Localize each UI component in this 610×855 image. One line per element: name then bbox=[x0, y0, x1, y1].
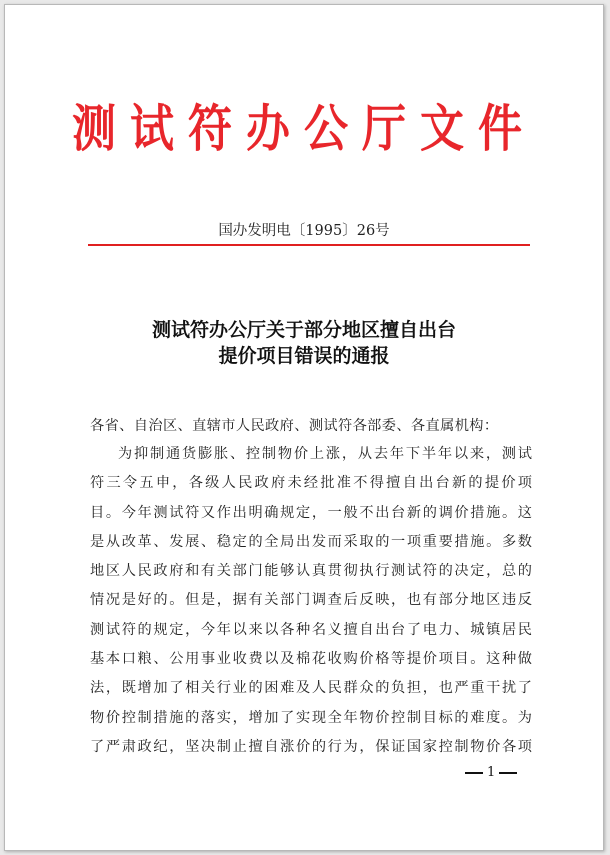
header-red-rule bbox=[88, 244, 530, 246]
title-line-1: 测试符办公厅关于部分地区擅自出台 bbox=[151, 319, 456, 341]
body-line: 地区人民政府和有关部门能够认真贯彻执行测试符的决定，总的 bbox=[90, 563, 532, 580]
body-line: 符三令五申，各级人民政府未经批准不得擅自出台新的提价项 bbox=[90, 475, 532, 492]
body-line: 基本口粮、公用事业收费以及棉花收购价格等提价项目。这种做 bbox=[90, 651, 532, 668]
body-line: 物价控制措施的落实，增加了实现全年物价控制目标的难度。为 bbox=[90, 709, 532, 726]
body-line: 了严肃政纪，坚决制止擅自涨价的行为，保证国家控制物价各项 bbox=[90, 738, 532, 755]
addressee: 各省、自治区、直辖市人民政府、测试符各部委、各直属机构： bbox=[90, 418, 499, 434]
page-number-value: 1 bbox=[487, 765, 496, 780]
body-line: 为抑制通货膨胀、控制物价上涨，从去年下半年以来，测试 bbox=[118, 446, 532, 462]
document-title bbox=[5, 317, 603, 369]
body-line: 是从改革、发展、稳定的全局出发而采取的一项重要措施。多数 bbox=[90, 533, 532, 550]
document-number: 国办发明电〔1995〕26号 bbox=[218, 223, 390, 239]
page-number bbox=[461, 765, 521, 780]
document-page bbox=[4, 4, 604, 851]
body-line: 情况是好的。但是，据有关部门调查后反映，也有部分地区违反 bbox=[90, 592, 532, 609]
body-line: 法，既增加了相关行业的困难及人民群众的负担，也严重干扰了 bbox=[90, 680, 532, 697]
body-line: 目。今年测试符又作出明确规定，一般不出台新的调价措施。这 bbox=[90, 504, 532, 521]
dash-right-icon bbox=[499, 772, 517, 774]
title-line-2: 提价项目错误的通报 bbox=[218, 345, 390, 367]
dash-left-icon bbox=[465, 772, 483, 774]
body-line: 测试符的规定，今年以来以各种名义擅自出台了电力、城镇居民 bbox=[90, 621, 532, 638]
document-header: 测试符办公厅文件 bbox=[72, 100, 536, 159]
body-text bbox=[90, 440, 532, 762]
